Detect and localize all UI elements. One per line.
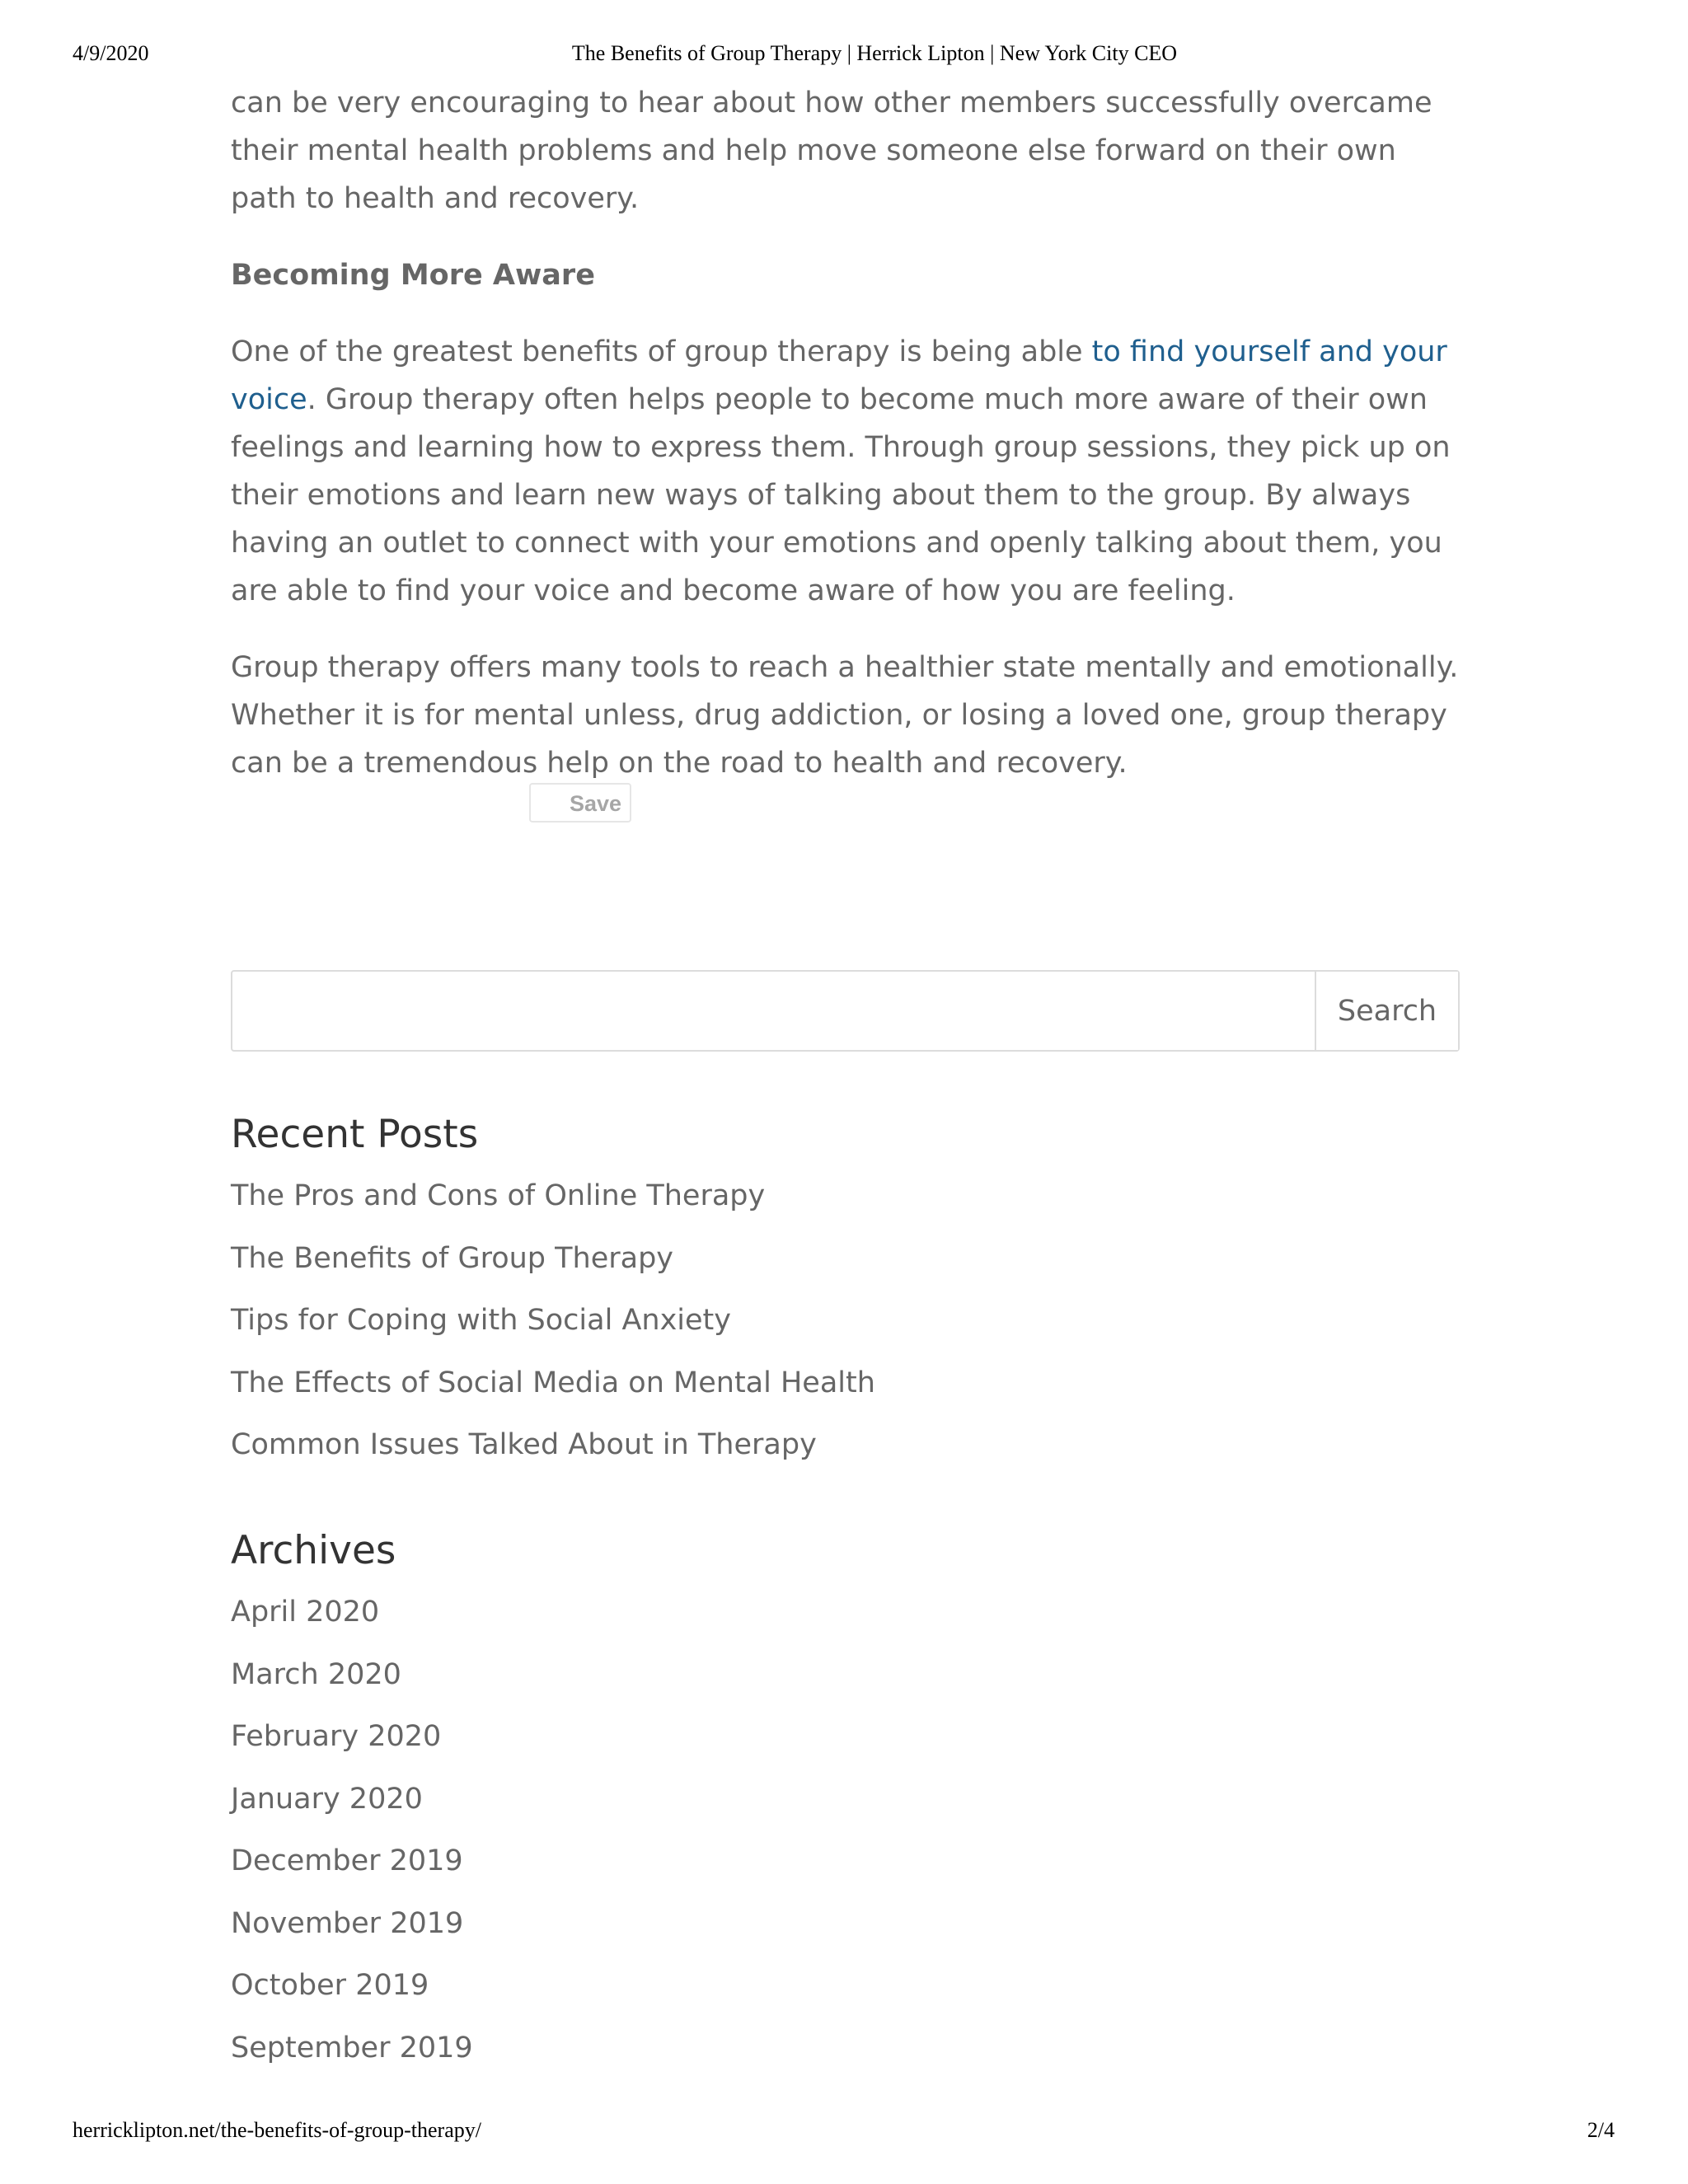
list-item bbox=[231, 2018, 473, 2080]
recent-post-link[interactable]: The Pros and Cons of Online Therapy bbox=[231, 1179, 766, 1212]
list-item bbox=[231, 1582, 473, 1644]
archive-link[interactable]: October 2019 bbox=[231, 1969, 429, 2002]
list-item bbox=[231, 1830, 473, 1893]
section-heading: Becoming More Aware bbox=[231, 259, 595, 292]
search-input[interactable] bbox=[232, 972, 1315, 1050]
print-page-title: The Benefits of Group Therapy | Herrick Lipton | New York City CEO bbox=[571, 41, 1178, 65]
list-item bbox=[231, 1290, 875, 1352]
archive-link[interactable]: December 2019 bbox=[231, 1844, 463, 1877]
archive-link[interactable]: February 2020 bbox=[231, 1720, 442, 1753]
list-item bbox=[231, 1769, 473, 1831]
search-button[interactable]: Search bbox=[1315, 972, 1458, 1050]
archive-link[interactable]: April 2020 bbox=[231, 1596, 380, 1629]
recent-posts-title: Recent Posts bbox=[231, 1112, 479, 1157]
list-item bbox=[231, 1706, 473, 1769]
print-date: 4/9/2020 bbox=[73, 41, 149, 65]
archive-link[interactable]: November 2019 bbox=[231, 1906, 464, 1940]
recent-post-link[interactable]: Common Issues Talked About in Therapy bbox=[231, 1428, 817, 1461]
find-your-voice-link[interactable]: to find yourself and your voice bbox=[231, 335, 1447, 416]
recent-post-link[interactable]: Tips for Coping with Social Anxiety bbox=[231, 1304, 731, 1337]
list-item bbox=[231, 1893, 473, 1956]
aware-paragraph-start: One of the greatest benefits of group therapy is being able bbox=[231, 335, 1092, 368]
recent-posts-list bbox=[231, 1165, 875, 1477]
recent-post-link[interactable]: The Benefits of Group Therapy bbox=[231, 1241, 674, 1275]
archives-list bbox=[231, 1582, 473, 2079]
print-url: herricklipton.net/the-benefits-of-group-therapy/ bbox=[73, 2118, 481, 2142]
article-content bbox=[231, 79, 1467, 816]
list-item bbox=[231, 1228, 875, 1291]
recent-post-link[interactable]: The Effects of Social Media on Mental Health bbox=[231, 1366, 875, 1399]
archive-link[interactable]: March 2020 bbox=[231, 1657, 401, 1691]
archive-link[interactable]: September 2019 bbox=[231, 2031, 473, 2064]
list-item bbox=[231, 1644, 473, 1707]
save-button[interactable]: Save bbox=[529, 783, 631, 823]
aware-paragraph-end: . Group therapy often helps people to become much more aware of their own feelings and learning how to express them. Through group sessions, they pick up on their emotions and learn new ways of talking about them to the group. By always having an outlet to connect with your emotions and openly talking about them, you are able to find your voice and become aware of how you are feeling. bbox=[231, 383, 1451, 607]
list-item bbox=[231, 1955, 473, 2018]
list-item bbox=[231, 1414, 875, 1477]
search-form bbox=[231, 970, 1460, 1052]
print-page-number: 2/4 bbox=[1587, 2118, 1615, 2142]
aware-paragraph bbox=[231, 328, 1467, 615]
closing-paragraph: Group therapy offers many tools to reach a healthier state mentally and emotionally. Whether it is for mental unless, drug addiction, or losing a loved one, group therapy can be a tremendous help on the road to health and recovery. bbox=[231, 651, 1459, 780]
list-item bbox=[231, 1165, 875, 1228]
archives-title: Archives bbox=[231, 1528, 396, 1573]
archive-link[interactable]: January 2020 bbox=[231, 1782, 423, 1816]
intro-paragraph: can be very encouraging to hear about how other members successfully overcame their mental health problems and help move someone else forward on their own path to health and recovery. bbox=[231, 87, 1432, 215]
list-item bbox=[231, 1352, 875, 1415]
